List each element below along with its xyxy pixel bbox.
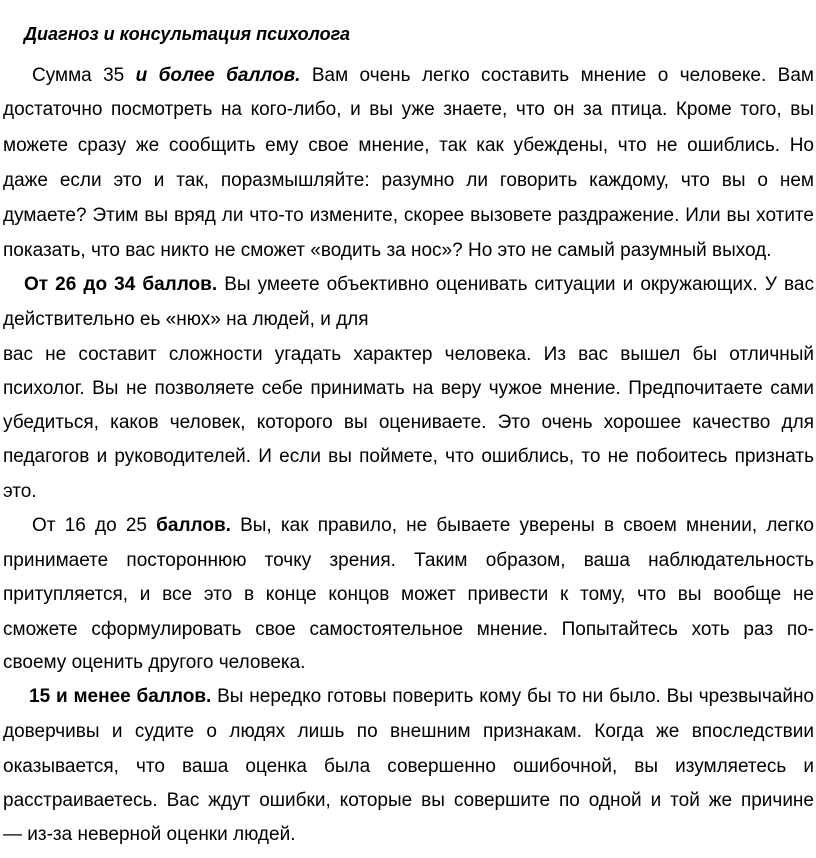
text-line: расстраиваетесь. Вас ждут ошибки, которые вы совершите по одной и той же причине — [3, 790, 814, 811]
text-line: действительно еь «нюх» на людей, и для — [3, 309, 369, 330]
text-line — [24, 273, 814, 297]
text-line: педагогов и руководителей. И если вы поймете, что ошиблись, то не побоитесь признать — [3, 446, 814, 467]
text-line: достаточно посмотреть на кого-либо, и вы уже знаете, что он за птица. Кроме того, вы — [3, 99, 814, 120]
text-line: — из-за неверной оценки людей. — [3, 824, 296, 845]
text-line: своему оценить другого человека. — [3, 652, 306, 673]
text-line: убедиться, каков человек, которого вы оцениваете. Это очень хорошее качество для — [3, 412, 814, 433]
text-run: От 16 до 25 — [32, 515, 157, 536]
score-range: и более баллов. — [135, 65, 301, 86]
text-line: принимаете постороннюю точку зрения. Таким образом, ваша наблюдательность — [3, 550, 814, 571]
text-line: психолог. Вы не позволяете себе принимать на веру чужое мнение. Предпочитаете сами — [3, 378, 814, 399]
text-line: сможете сформулировать свое самостоятельное мнение. Попытайтесь хоть раз по- — [3, 619, 814, 640]
score-range: От 26 до 34 баллов. — [24, 274, 218, 295]
text-line: показать, что вас никто не сможет «водить за нос»? Но это не самый разумный выход. — [3, 240, 772, 261]
text-run: Сумма 35 — [32, 65, 136, 86]
score-range: 15 и менее баллов. — [29, 686, 212, 707]
text-run: Вы нередко готовы поверить кому бы то ни было. Вы чрезвычайно — [211, 686, 814, 707]
text-line: даже если это и так, поразмышляйте: разумно ли говорить каждому, что вы о нем — [3, 170, 814, 191]
text-line: оказывается, что ваша оценка была совершенно ошибочной, вы изумляетесь и — [3, 756, 814, 777]
text-line: вас не составит сложности угадать характер человека. Из вас вышел бы отличный — [3, 344, 814, 365]
text-line: думаете? Этим вы вряд ли что-то измените, скорее вызовете раздражение. Или вы хотите — [3, 205, 814, 226]
text-line: можете сразу же сообщить ему свое мнение, так как убеждены, что не ошиблись. Но — [3, 135, 814, 156]
text-run: Вы умеете объективно оценивать ситуации и окружающих. У вас — [217, 274, 814, 295]
text-line — [32, 64, 814, 88]
heading: Диагноз и консультация психолога — [24, 24, 351, 44]
text-line — [32, 514, 814, 538]
text-run: Вы, как правило, не бываете уверены в своем мнении, легко — [230, 515, 814, 536]
text-line: это. — [3, 481, 37, 502]
text-line: притупляется, и все это в конце концов может привести к тому, что вы вообще не — [3, 584, 814, 605]
text-line: доверчивы и судите о людях лишь по внешним признакам. Когда же впоследствии — [3, 721, 814, 742]
score-range: баллов. — [156, 515, 231, 536]
text-run: Вам очень легко составить мнение о человеке. Вам — [300, 65, 814, 86]
text-line — [29, 685, 814, 709]
